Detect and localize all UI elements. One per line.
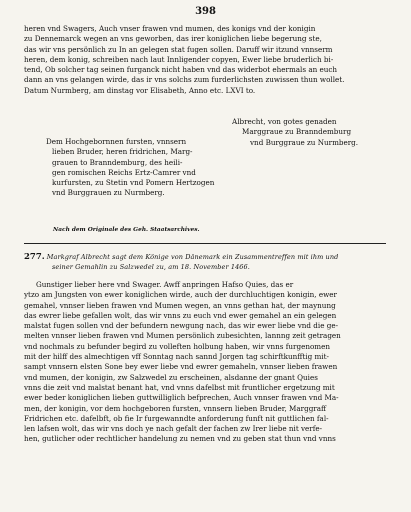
text-line: malstat fugen sollen vnd der befundern newgung nach, das wir ewer liebe vnd die ge- bbox=[24, 321, 339, 331]
text-line: hen, gutlicher oder rechtlicher handelung zu nemen vnd zu geben stat thun vnd vnns bbox=[24, 434, 336, 444]
text-line: ytzo am Jungsten von ewer koniglichen wirde, auch der durchluchtigen konigin, ewer bbox=[24, 290, 337, 300]
document-number: 277. bbox=[24, 253, 45, 262]
address-line: Dem Hochgebornnen fursten, vnnsern bbox=[46, 137, 187, 146]
text-line: heren, dem konig, schreiben nach laut Innligender copyen, Ewer liebe bruderlich bi- bbox=[24, 54, 334, 64]
address-block bbox=[46, 137, 236, 199]
text-line: Datum Nurmberg, am dinstag vor Elisabeth, Anno etc. LXVI to. bbox=[24, 85, 256, 95]
section-divider bbox=[24, 243, 386, 244]
text-line: dann an vns gelangen wirde, das ir vns solchs zum furderlichsten zuwissen thun wollet. bbox=[24, 75, 345, 85]
address-line: gen romischen Reichs Ertz-Camrer vnd bbox=[52, 167, 196, 177]
text-line: Fridrichen etc. dafelbft, ob fie Ir furgewanndte anforderung funft nit guttlichen fal- bbox=[24, 413, 329, 423]
letter-text-top bbox=[24, 24, 392, 96]
text-line: melten vnnser lieben frawen vnd Mumen persönlich zubesichten, lannng zeit getragen bbox=[24, 331, 341, 341]
signature-block bbox=[232, 117, 392, 148]
signature-line: Albrecht, von gotes genaden bbox=[232, 117, 337, 126]
document-heading bbox=[24, 253, 392, 272]
text-line: vnns die zeit vnd malstat benant hat, vnd vnns dafelbst mit fruntlicher ergetzung mit bbox=[24, 382, 335, 392]
text-line: vnd mumen, der konigin, zw Salzwedel zu erscheinen, alsdanne der gnant Quies bbox=[24, 372, 318, 382]
document-title-line: seiner Gemahlin zu Salzwedel zu, am 18. November 1466. bbox=[52, 262, 250, 271]
source-note: Nach dem Originale des Geh. Staatsarchives. bbox=[53, 227, 200, 233]
text-line: zu Dennemarck wegen an vns geworben, das irer koniglichen liebe begerung ste, bbox=[24, 34, 322, 44]
text-line: ewer beder koniglichen lieben guttwilliglich befprechen, Auch vnnser frawen vnd Ma- bbox=[24, 393, 339, 403]
text-line: vnd nochmals zu befunder begird zu volleften holbung haben, wir vnns furgenomen bbox=[24, 341, 331, 351]
text-line: das ewrer liebe gefallen wolt, das wir vnns zu euch vnd ewer gemahel an ein gelegen bbox=[24, 310, 337, 320]
signature-line: vnd Burggraue zu Nurmberg. bbox=[250, 137, 359, 147]
text-line: sampt vnnsern elsten Sone bey ewer liebe vnd ewrer gemaheln, vnnser lieben frawen bbox=[24, 362, 338, 372]
text-line: gemahel, vnnser lieben frawen vnd Mumen wegen, an vnns gethan hat, der maynung bbox=[24, 300, 336, 310]
document-title-line: Markgraf Albrecht sagt dem Könige von Dänemark ein Zusammentreffen mit ihm und bbox=[46, 253, 339, 261]
letter-text-277 bbox=[24, 280, 392, 445]
text-line: mit der hilff des almechtigen vff Sonntag nach sannd Jorgen tag schirftkunfftig mit- bbox=[24, 352, 329, 362]
signature-line: Marggraue zu Branndemburg bbox=[242, 127, 352, 137]
page-number: 398 bbox=[195, 6, 216, 17]
address-line: kurfursten, zu Stetin vnd Pomern Hertzogen bbox=[52, 178, 215, 188]
text-line: men, der konigin, vor dem hochgeboren fursten, vnnsern lieben Bruder, Marggraff bbox=[24, 403, 327, 413]
text-line: tend, Ob solcher tag seinen furganck nicht haben vnd das widerbot ehermals an euch bbox=[24, 65, 338, 75]
text-line: das wir vns persönlich zu In an gelegen stat fugen sollen. Daruff wir itzund vnnserm bbox=[24, 44, 333, 54]
address-line: grauen to Branndemburg, des heili- bbox=[52, 157, 183, 167]
text-line: len lafsen wolt, das wir vns doch ye nach gefalt der fachen zw Irer liebe nit verfe- bbox=[24, 424, 323, 434]
address-line: vnd Burggrauen zu Nurmberg. bbox=[52, 188, 165, 198]
text-line: heren vnd Swagers, Auch vnser frawen vnd mumen, des konigs vnd der konigin bbox=[24, 24, 316, 33]
address-line: lieben Bruder, heren fridrichen, Marg- bbox=[52, 147, 193, 157]
text-line: Gunstiger lieber here vnd Swager. Awff anpringen Hafso Quies, das er bbox=[36, 280, 294, 289]
